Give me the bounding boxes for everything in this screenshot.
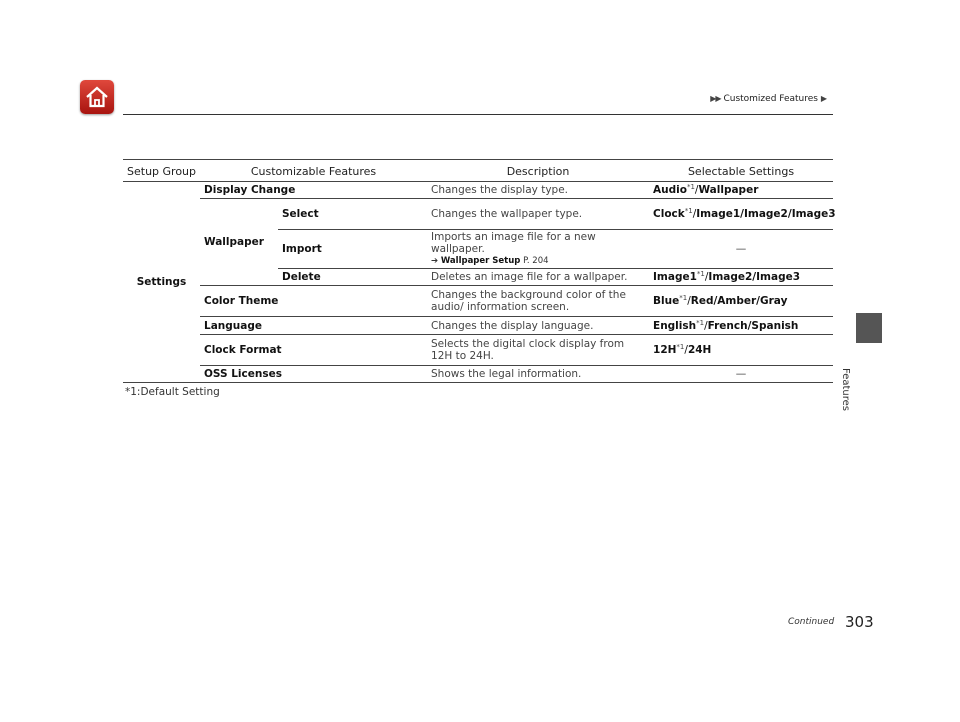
feature-cell: Display Change <box>200 182 427 199</box>
column-header-settings: Selectable Settings <box>649 160 833 182</box>
description-cell: Imports an image file for a new wallpaper. ➔ Wallpaper Setup P. 204 <box>427 230 649 269</box>
cross-reference[interactable]: ➔ Wallpaper Setup P. 204 <box>431 256 549 266</box>
description-cell: Changes the wallpaper type. <box>427 199 649 230</box>
settings-cell: Blue$^{*1}$/Red/Amber/Gray <box>649 286 833 317</box>
setup-group-cell: Settings <box>123 182 200 383</box>
settings-cell: English$^{*1}$/French/Spanish <box>649 317 833 335</box>
table-row <box>123 366 833 383</box>
subfeature-cell: Import <box>278 230 427 269</box>
continued-label: Continued <box>788 617 835 627</box>
description-cell: Changes the display type. <box>427 182 649 199</box>
feature-cell: Color Theme <box>200 286 427 317</box>
feature-cell: Clock Format <box>200 335 427 366</box>
description-cell: Shows the legal information. <box>427 366 649 383</box>
column-header-description: Description <box>427 160 649 182</box>
customizable-features-table <box>123 159 836 383</box>
page-number: 303 <box>845 613 874 631</box>
column-header-features: Customizable Features <box>200 160 427 182</box>
settings-cell: — <box>649 230 833 269</box>
reference-arrow-icon: ➔ <box>431 256 439 266</box>
description-cell: Selects the digital clock display from 12H to 24H. <box>427 335 649 366</box>
description-cell: Changes the display language. <box>427 317 649 335</box>
subfeature-cell: Select <box>278 199 427 230</box>
subfeature-cell: Delete <box>278 269 427 286</box>
breadcrumb-arrow-icon: ▶▶ <box>710 94 721 103</box>
table-row <box>123 317 833 335</box>
settings-cell: $12H^{*1}/24H$ <box>649 335 833 366</box>
settings-cell: Clock$^{*1}$/Image1/Image2/Image3 <box>649 199 833 230</box>
table-row <box>123 286 833 317</box>
table-row <box>123 335 833 366</box>
section-tab <box>856 313 882 343</box>
column-header-setup-group: Setup Group <box>123 160 200 182</box>
footnote: *1:Default Setting <box>125 386 220 398</box>
feature-cell: Language <box>200 317 427 335</box>
table-row <box>123 199 833 230</box>
breadcrumb-arrow-icon: ▶ <box>820 94 826 103</box>
description-cell: Changes the background color of the audio/ information screen. <box>427 286 649 317</box>
breadcrumb-label[interactable]: Customized Features <box>723 94 818 104</box>
feature-cell: Wallpaper <box>200 199 278 286</box>
header-rule <box>123 114 833 115</box>
settings-cell: Image1$^{*1}$/Image2/Image3 <box>649 269 833 286</box>
settings-cell: — <box>649 366 833 383</box>
settings-cell: Audio$^{*1}$/Wallpaper <box>649 182 833 199</box>
description-cell: Deletes an image file for a wallpaper. <box>427 269 649 286</box>
table-row <box>123 182 833 199</box>
feature-cell: OSS Licenses <box>200 366 427 383</box>
section-label: Features <box>840 368 851 411</box>
breadcrumb <box>0 94 826 104</box>
